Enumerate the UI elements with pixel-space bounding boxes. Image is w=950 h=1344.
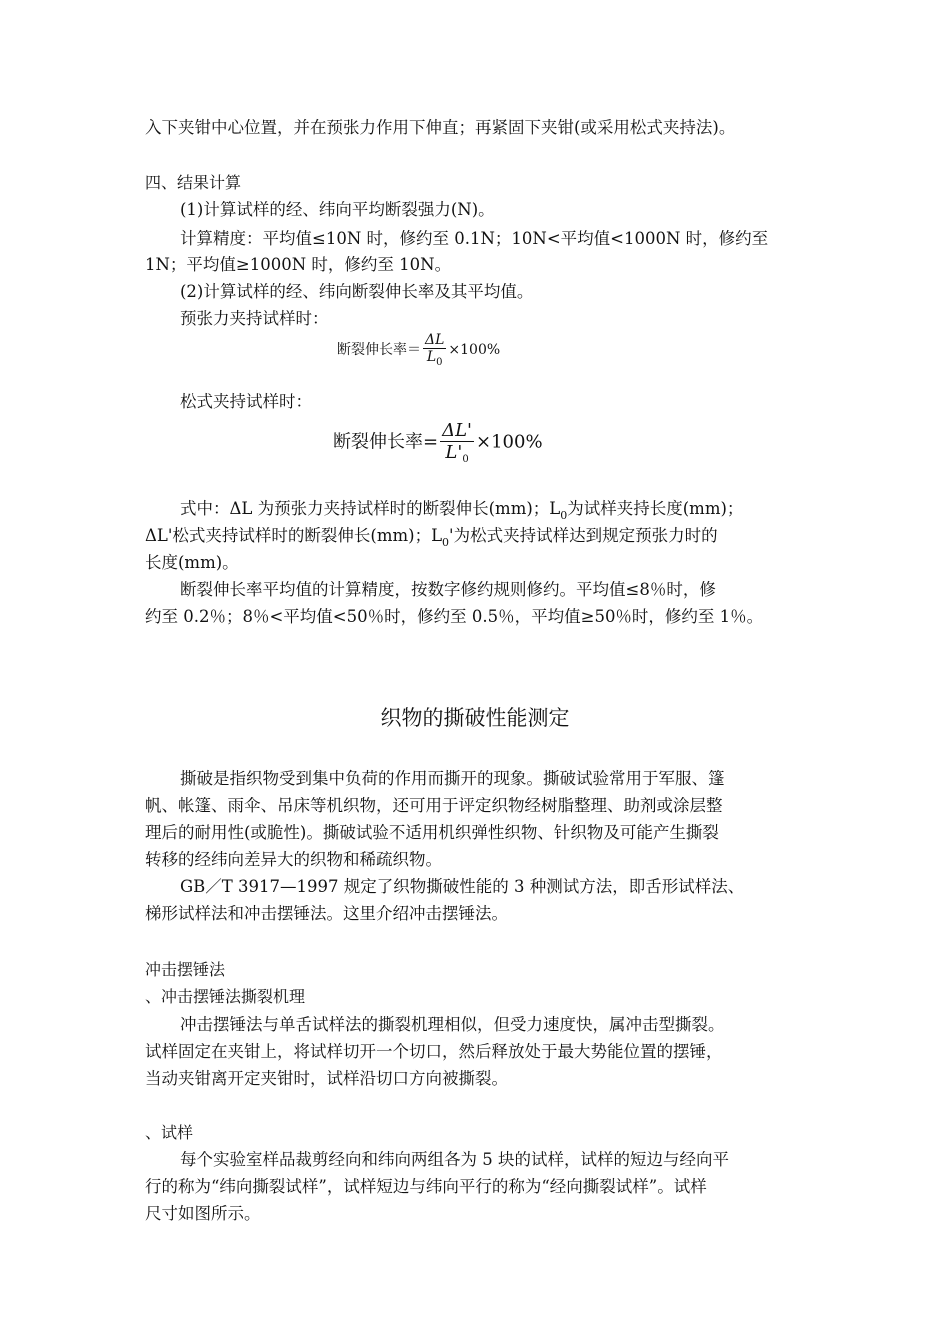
text-line: (1)计算试样的经、纬向平均断裂强力(N)。 xyxy=(180,200,495,219)
formula-numerator: ΔL' xyxy=(442,420,472,441)
text-line: 试样固定在夹钳上，将试样切开一个切口，然后释放处于最大势能位置的摆锤， xyxy=(145,1042,723,1061)
section-heading-results: 四、结果计算 xyxy=(145,173,242,192)
text-line: 每个实验室样品裁剪经向和纬向两组各为 5 块的试样，试样的短边与经向平 xyxy=(180,1150,729,1169)
formula-label: 断裂伸长率＝ xyxy=(337,342,421,358)
subsection-heading-pendulum: 冲击摆锤法 xyxy=(145,960,226,979)
text-line: 帆、帐篷、雨伞、吊床等机织物，还可用于评定织物经树脂整理、助剂或涂层整 xyxy=(145,796,723,815)
text-line: 撕破是指织物受到集中负荷的作用而撕开的现象。撕破试验常用于军服、篷 xyxy=(180,769,725,788)
text-line: 梯形试样法和冲击摆锤法。这里介绍冲击摆锤法。 xyxy=(145,904,508,923)
text-line: 长度(mm)。 xyxy=(145,553,239,572)
formula-denominator: $L_0$ xyxy=(426,349,443,368)
section-title: 织物的撕破性能测定 xyxy=(380,706,570,730)
formula-label: 断裂伸长率 xyxy=(333,431,423,453)
formula-denominator: $L'_0$ xyxy=(445,442,469,465)
text-line: 松式夹持试样时： xyxy=(180,392,312,411)
text-line: 尺寸如图所示。 xyxy=(145,1204,261,1223)
text-line: GB／T 3917—1997 规定了织物撕破性能的 3 种测试方法，即舌形试样法、 xyxy=(180,877,745,896)
formula-suffix: ×100% xyxy=(448,342,501,358)
text-line: 冲击摆锤法与单舌试样法的撕裂机理相似，但受力速度快，属冲击型撕裂。 xyxy=(180,1015,725,1034)
formula-equals: = xyxy=(423,431,439,453)
subsection-heading-sample: 、试样 xyxy=(145,1123,194,1142)
text-line: 式中：ΔL 为预张力夹持试样时的断裂伸长(mm)；$L_0$为试样夹持长度(mm)； xyxy=(180,499,744,522)
text-line: 行的称为“纬向撕裂试样”，试样短边与纬向平行的称为“经向撕裂试样”。试样 xyxy=(145,1177,707,1196)
text-line: 当动夹钳离开定夹钳时，试样沿切口方向被撕裂。 xyxy=(145,1069,508,1088)
formula-elongation-pretension xyxy=(337,332,500,368)
formula-suffix: ×100% xyxy=(476,431,543,453)
text-line: 预张力夹持试样时： xyxy=(180,309,329,328)
formula-numerator: ΔL xyxy=(425,332,445,348)
text-line: 入下夹钳中心位置，并在预张力作用下伸直；再紧固下夹钳(或采用松式夹持法)。 xyxy=(145,118,736,137)
subsection-heading-mechanism: 、冲击摆锤法撕裂机理 xyxy=(145,987,306,1006)
text-line: 1N；平均值≥1000N 时，修约至 10N。 xyxy=(145,255,452,274)
text-line: 理后的耐用性(或脆性)。撕破试验不适用机织弹性织物、针织物及可能产生撕裂 xyxy=(145,823,719,842)
text-line: ΔL'松式夹持试样时的断裂伸长(mm)；$L_0'$为松式夹持试样达到规定预张力时的 xyxy=(145,526,718,549)
text-line: (2)计算试样的经、纬向断裂伸长率及其平均值。 xyxy=(180,282,534,301)
text-line: 转移的经纬向差异大的织物和稀疏织物。 xyxy=(145,850,442,869)
formula-fraction xyxy=(423,332,446,368)
formula-fraction xyxy=(440,420,474,465)
formula-elongation-loose xyxy=(333,420,543,465)
text-line: 约至 0.2％；8％<平均值<50％时，修约至 0.5％，平均值≥50％时，修约至 1％。 xyxy=(145,607,764,626)
text-line: 计算精度：平均值≤10N 时，修约至 0.1N；10N<平均值<1000N 时，修约至 xyxy=(180,229,769,248)
text-line: 断裂伸长率平均值的计算精度，按数字修约规则修约。平均值≤8％时，修 xyxy=(180,580,716,599)
